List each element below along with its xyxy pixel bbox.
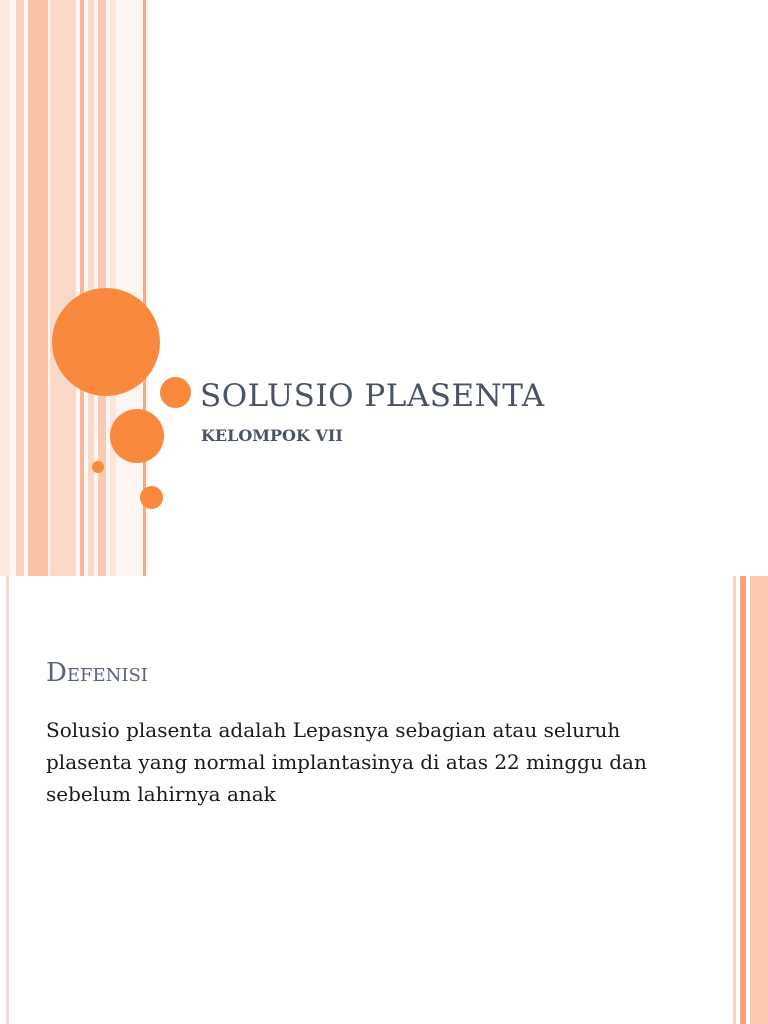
decor-stripe <box>50 0 76 576</box>
content-slide <box>0 576 768 1024</box>
decor-panel <box>148 0 768 576</box>
decor-stripe <box>733 576 736 1024</box>
decor-circle <box>160 377 191 408</box>
decor-stripe <box>80 0 84 576</box>
decor-stripe <box>750 576 768 1024</box>
decor-stripe <box>0 0 10 576</box>
decor-circle <box>140 486 163 509</box>
decor-stripe <box>88 0 94 576</box>
decor-circle-large <box>52 288 160 396</box>
slide-title: SOLUSIO PLASENTA <box>200 378 545 414</box>
decor-stripe <box>6 576 9 1024</box>
slide-subtitle: KELOMPOK VII <box>201 426 343 445</box>
decor-stripe <box>28 0 48 576</box>
section-heading: Defenisi <box>46 658 148 688</box>
definition-text: Solusio plasenta adalah Lepasnya sebagian atau seluruh plasenta yang normal implantasinya di atas 22 minggu dan sebelum lahirnya anak <box>46 718 647 806</box>
decor-stripe <box>740 576 746 1024</box>
decor-circle <box>92 461 104 473</box>
decor-stripe <box>16 0 24 576</box>
decor-circle <box>110 409 164 463</box>
